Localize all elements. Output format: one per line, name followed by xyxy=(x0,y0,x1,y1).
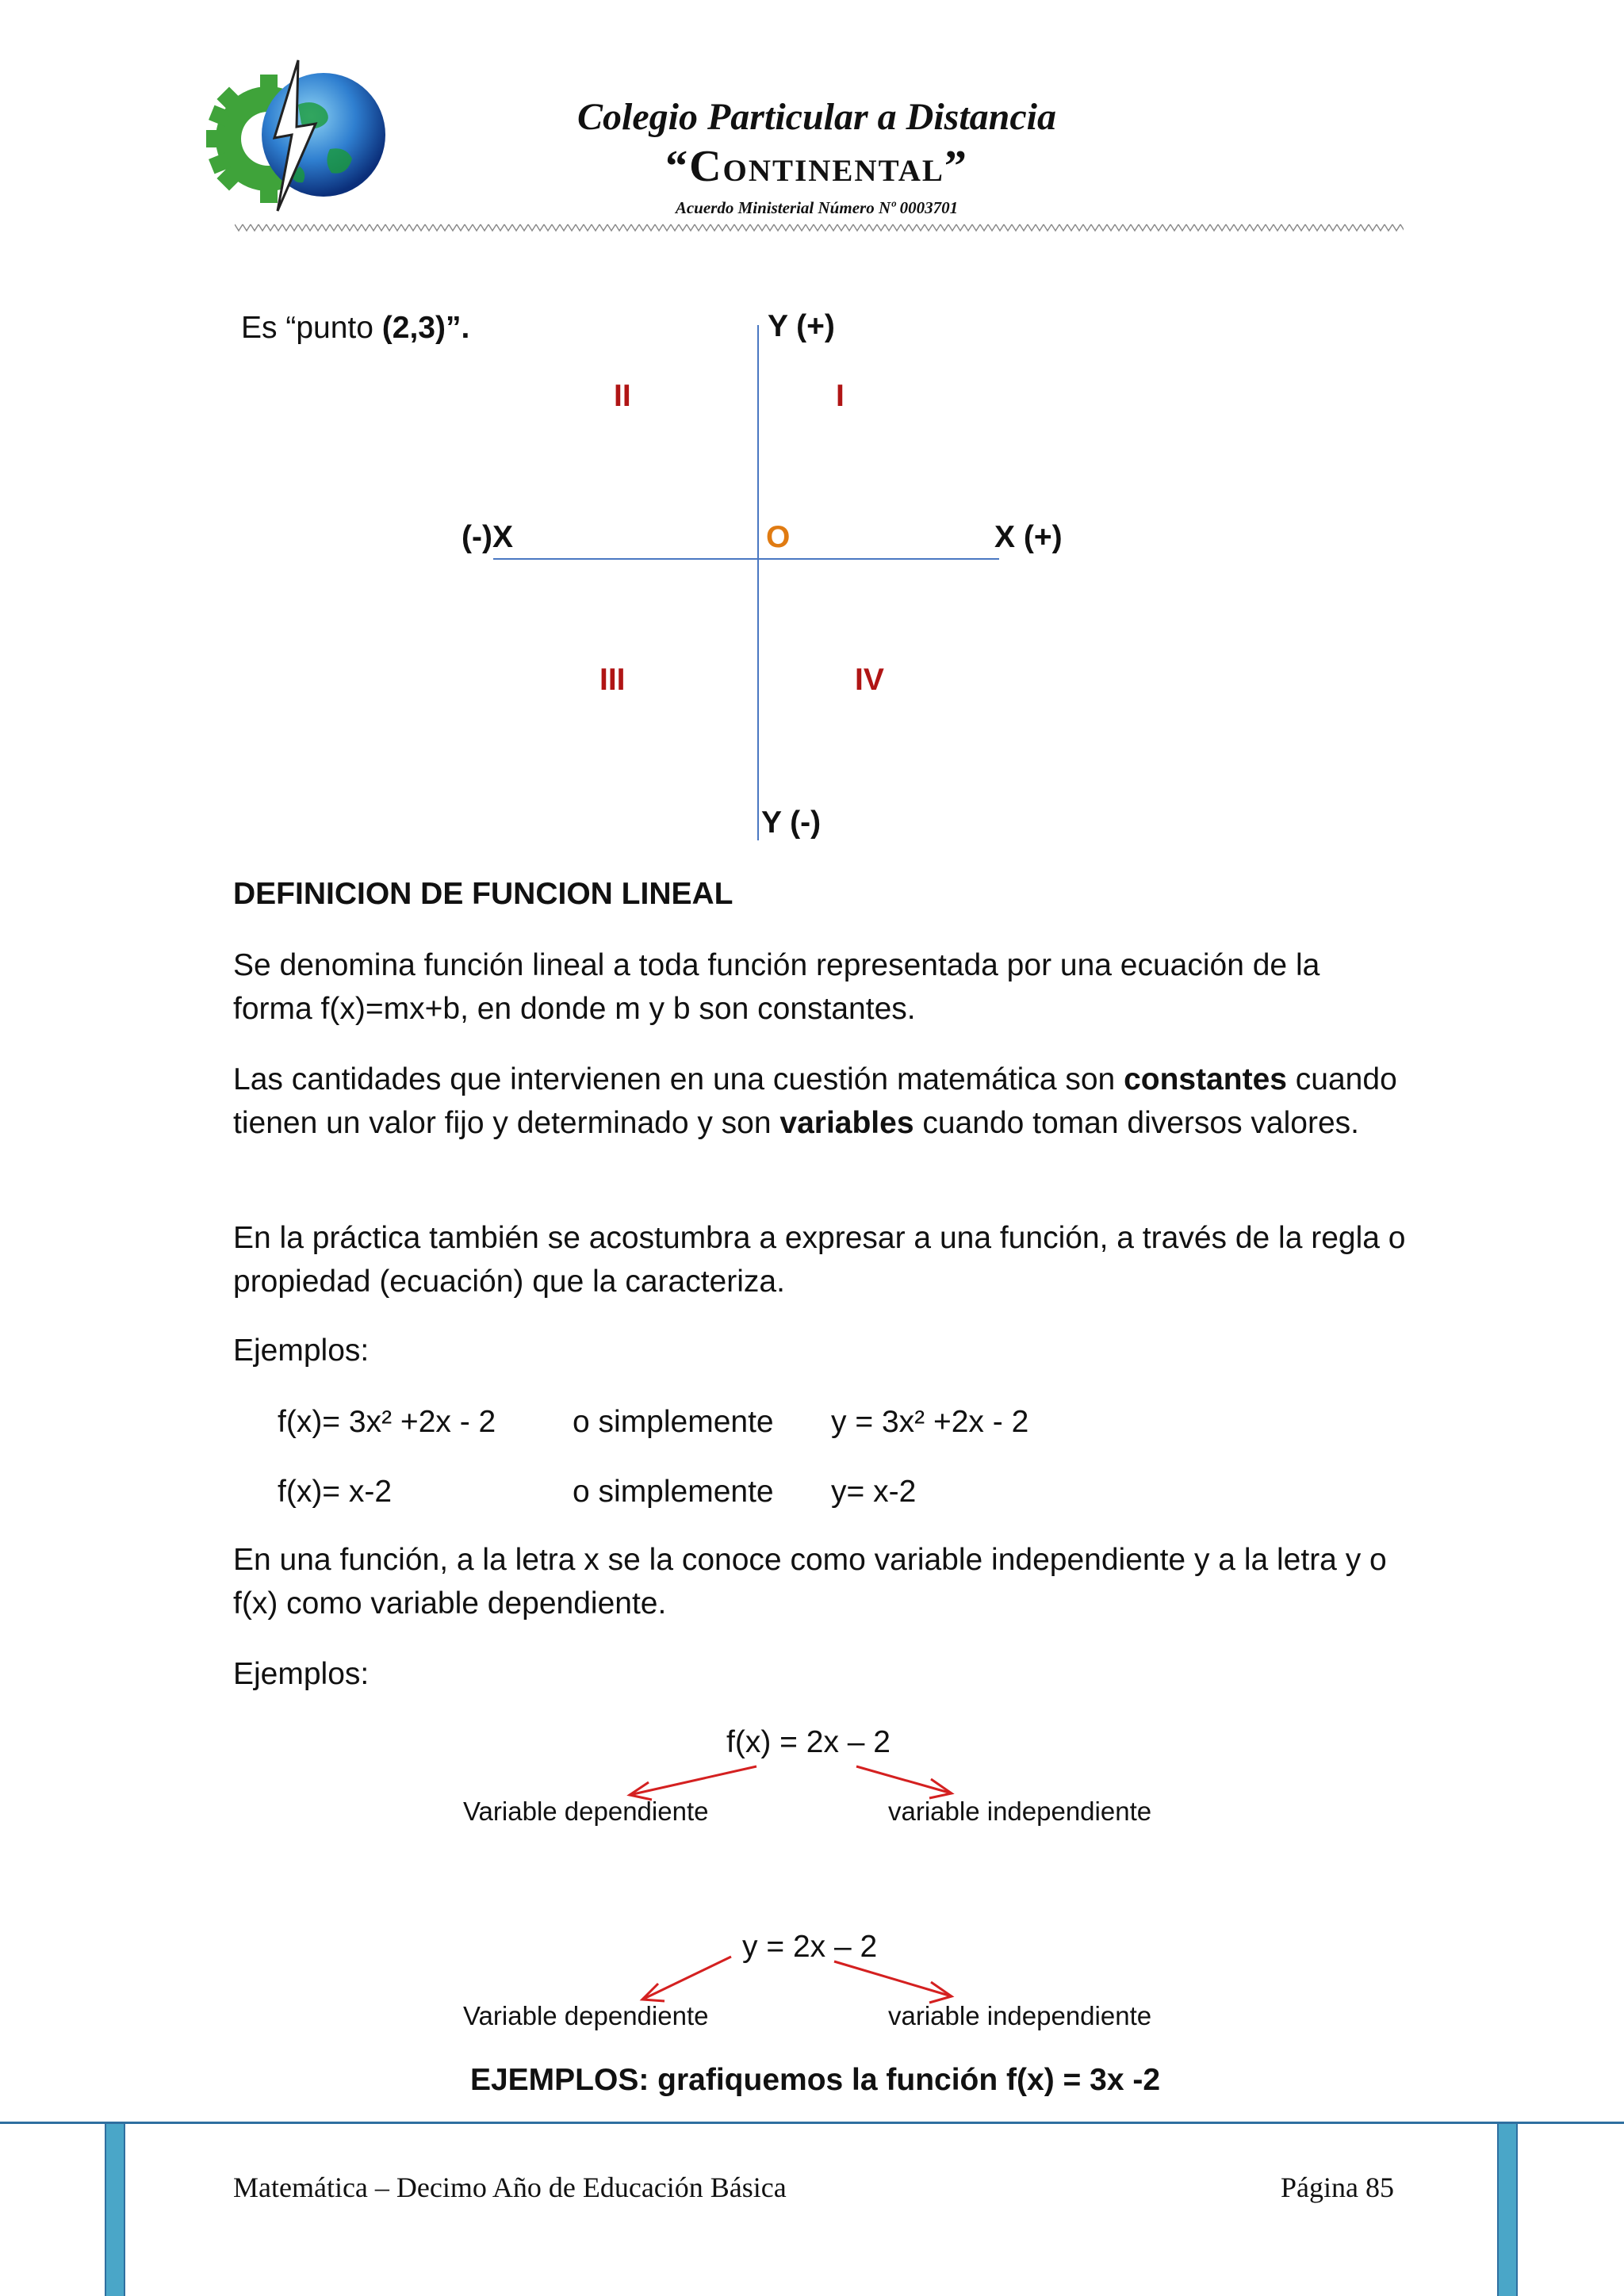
x-negative-label: (-)X xyxy=(462,520,513,554)
point-caption-prefix: Es “punto xyxy=(241,311,382,345)
examples-label: Ejemplos: xyxy=(233,1334,370,1368)
example-1-function: f(x)= 3x² +2x - 2 xyxy=(278,1405,496,1439)
ministerial-agreement: Acuerdo Ministerial Número Nº 0003701 xyxy=(675,198,959,217)
origin-label: O xyxy=(766,520,791,554)
point-value: (2,3)”. xyxy=(381,311,470,345)
footer-bar-left xyxy=(105,2124,125,2296)
practice-paragraph: En la práctica también se acostumbra a expresar a una función, a través de la regla o propiedad (ecuación) que la caracteriza. xyxy=(233,1221,1406,1299)
footer-page-number: Página 85 xyxy=(1281,2172,1394,2203)
diagram-2-independent-label: variable independiente xyxy=(888,2001,1152,2030)
school-brand: “Continental” xyxy=(665,142,968,191)
example-1-connector: o simplemente xyxy=(573,1405,774,1439)
variable-diagram-1 xyxy=(444,1712,1197,1831)
variable-diagram-2 xyxy=(444,1917,1197,2036)
final-heading: EJEMPLOS: grafiquemos la función f(x) = 3x -2 xyxy=(469,2063,1161,2097)
quadrant-2-label: II xyxy=(614,379,631,413)
example-1-equation: y = 3x² +2x - 2 xyxy=(831,1405,1029,1439)
school-name: Colegio Particular a Distancia xyxy=(576,96,1057,138)
school-logo xyxy=(205,55,392,222)
definition-paragraph: Se denomina función lineal a toda función representada por una ecuación de la forma f(x)=mx+b, en donde m y b son constantes. xyxy=(233,948,1320,1026)
diagram-1-independent-label: variable independiente xyxy=(888,1797,1152,1826)
constants-text-3: cuando toman diversos valores. xyxy=(914,1106,1359,1140)
diagram-2-equation: y = 2x – 2 xyxy=(742,1930,878,1964)
quadrant-4-label: IV xyxy=(855,663,884,697)
diagram-1-equation: f(x) = 2x – 2 xyxy=(726,1725,891,1759)
variables-term: variables xyxy=(779,1106,914,1140)
cartesian-plane xyxy=(444,301,1094,856)
example-2-equation: y= x-2 xyxy=(831,1475,917,1509)
point-caption xyxy=(241,306,469,350)
y-negative-label: Y (-) xyxy=(761,806,822,840)
arrow-to-dependent xyxy=(630,1766,756,1795)
constants-term: constantes xyxy=(1124,1062,1287,1096)
section-title: DEFINICION DE FUNCION LINEAL xyxy=(233,877,733,911)
x-positive-label: X (+) xyxy=(994,520,1063,554)
footer-bar-right xyxy=(1497,2124,1518,2296)
diagram-2-dependent-label: Variable dependiente xyxy=(463,2001,709,2030)
constants-text-1: Las cantidades que intervienen en una cuestión matemática son xyxy=(233,1062,1124,1096)
constants-paragraph xyxy=(233,1058,1407,1145)
diagram-1-dependent-label: Variable dependiente xyxy=(463,1797,709,1826)
examples-label-2: Ejemplos: xyxy=(233,1657,370,1691)
arrow-to-independent xyxy=(834,1961,952,1996)
footer-course: Matemática – Decimo Año de Educación Básica xyxy=(233,2172,787,2203)
quadrant-3-label: III xyxy=(599,663,626,697)
footer-rule xyxy=(0,2122,1624,2124)
arrow-to-dependent xyxy=(642,1957,731,1999)
example-2-function: f(x)= x-2 xyxy=(278,1475,393,1509)
y-positive-label: Y (+) xyxy=(768,309,835,343)
header-divider xyxy=(235,222,1404,233)
constants-text-2: cuando tienen un valor fijo y determinado y son xyxy=(233,1062,1397,1140)
example-2-connector: o simplemente xyxy=(573,1475,774,1509)
variables-paragraph: En una función, a la letra x se la conoce como variable independiente y a la letra y o f(x) como variable dependiente. xyxy=(233,1543,1387,1621)
quadrant-1-label: I xyxy=(836,379,845,413)
arrow-to-independent xyxy=(856,1766,952,1793)
